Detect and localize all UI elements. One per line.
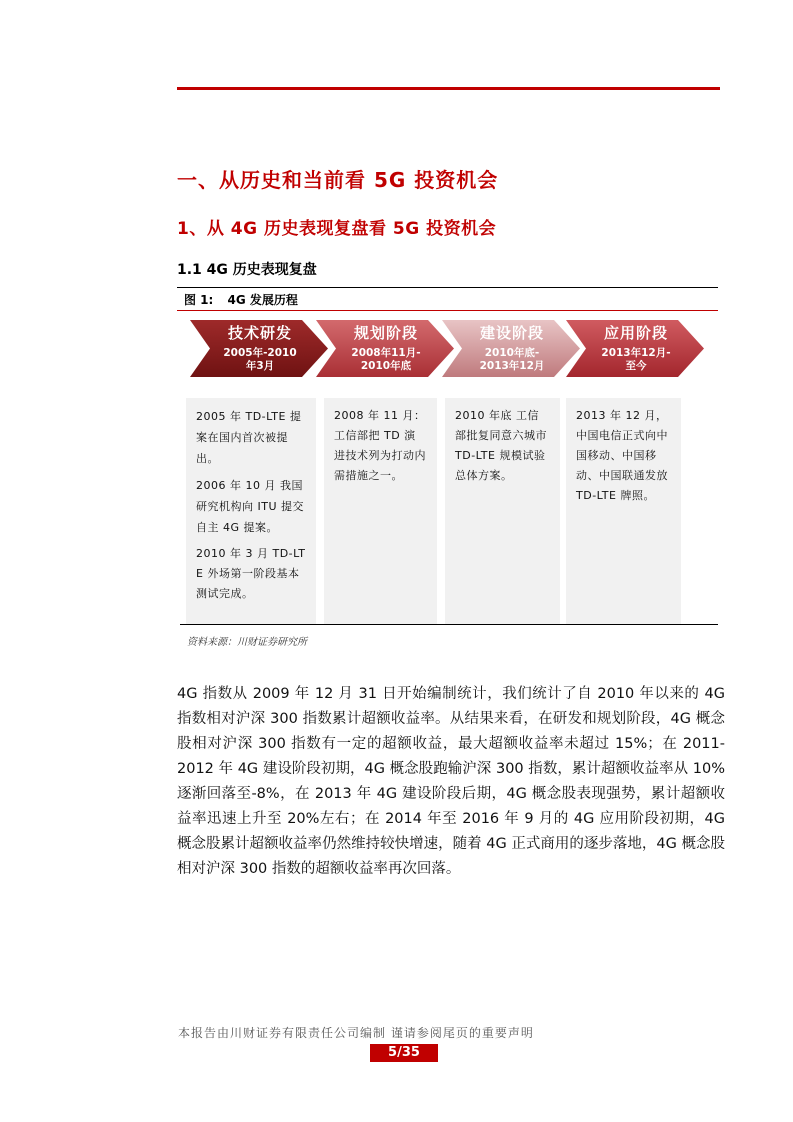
detail-paragraph: 2010 年底 工信部批复同意六城市 TD-LTE 规模试验总体方案。 [455,409,547,482]
detail-paragraph: 2010 年 3 月 TD-LTE 外场第一阶段基本测试完成。 [196,547,306,600]
stage-date-line1: 2005年-2010 [223,347,297,359]
stage-arrow-planning [316,320,456,377]
figure-bottom-rule [180,624,718,625]
detail-paragraph: 2006 年 10 月 我国研究机构向 ITU 提交自主 4G 提案。 [196,479,305,534]
figure-title: 4G 发展历程 [227,293,298,307]
header-rule [177,87,720,90]
subsubsection-heading: 1.1 4G 历史表现复盘 [177,262,317,278]
stage-date [566,347,706,373]
stage-name: 建设阶段 [479,324,544,342]
detail-paragraph: 2008 年 11 月：工信部把 TD 演进技术列为打动内需措施之一。 [334,409,426,482]
stage-name: 规划阶段 [353,324,418,342]
page-number: 5/35 [370,1044,438,1062]
stage-date-line2: 2013年12月 [479,360,545,372]
figure-source: 资料来源：川财证券研究所 [187,637,307,648]
figure-number: 图 1: [184,293,214,307]
stage-detail-rd [186,398,316,624]
figure-caption-rule [177,310,718,311]
stage-date [190,347,330,373]
footer-disclaimer: 本报告由川财证券有限责任公司编制 谨请参阅尾页的重要声明 [178,1026,534,1040]
detail-paragraph: 2005 年 TD-LTE 提案在国内首次被提出。 [196,410,302,465]
stage-detail-construction [445,398,560,624]
stage-detail-planning [324,398,437,624]
stage-date-line1: 2010年底- [484,347,540,359]
stage-date-line1: 2008年11月- [351,347,421,359]
stage-arrow-application [566,320,706,377]
stage-name: 技术研发 [227,324,292,342]
figure-caption [184,291,298,308]
stage-arrow-construction [442,320,582,377]
stage-date [442,347,582,373]
stage-name: 应用阶段 [603,324,668,342]
stage-arrow-rd [190,320,330,377]
section-heading: 一、从历史和当前看 5G 投资机会 [177,168,499,192]
stage-date-line2: 年3月 [245,360,275,372]
stage-date-line2: 2010年底 [360,360,412,372]
figure-top-rule [177,287,718,288]
stage-detail-application [566,398,681,624]
subsection-heading: 1、从 4G 历史表现复盘看 5G 投资机会 [177,219,497,239]
detail-paragraph: 2013 年 12 月，中国电信正式向中国移动、中国移动、中国联通发放 TD-LTE 牌照。 [576,409,668,502]
stage-date-line2: 至今 [625,360,647,372]
stage-date-line1: 2013年12月- [601,347,671,359]
stage-date [316,347,456,373]
body-paragraph: 4G 指数从 2009 年 12 月 31 日开始编制统计，我们统计了自 2010 年以来的 4G 指数相对沪深 300 指数累计超额收益率。从结果来看，在研发和规划阶段，4G 概念股相对沪深 300 指数有一定的超额收益，最大超额收益率未超过 15%；在 2011-2012 年 4G 建设阶段初期，4G 概念股跑输沪深 300 指数，累计超额收益率从 10%逐渐回落至-8%，在 2013 年 4G 建设阶段后期，4G 概念股表现强势，累计超额收益率迅速上升至 20%左右；在 2014 年至 2016 年 9 月的 4G 应用阶段初期，4G 概念股累计超额收益率仍然维持较快增速，随着 4G 正式商用的逐步落地，4G 概念股相对沪深 300 指数的超额收益率再次回落。 [177,686,725,877]
